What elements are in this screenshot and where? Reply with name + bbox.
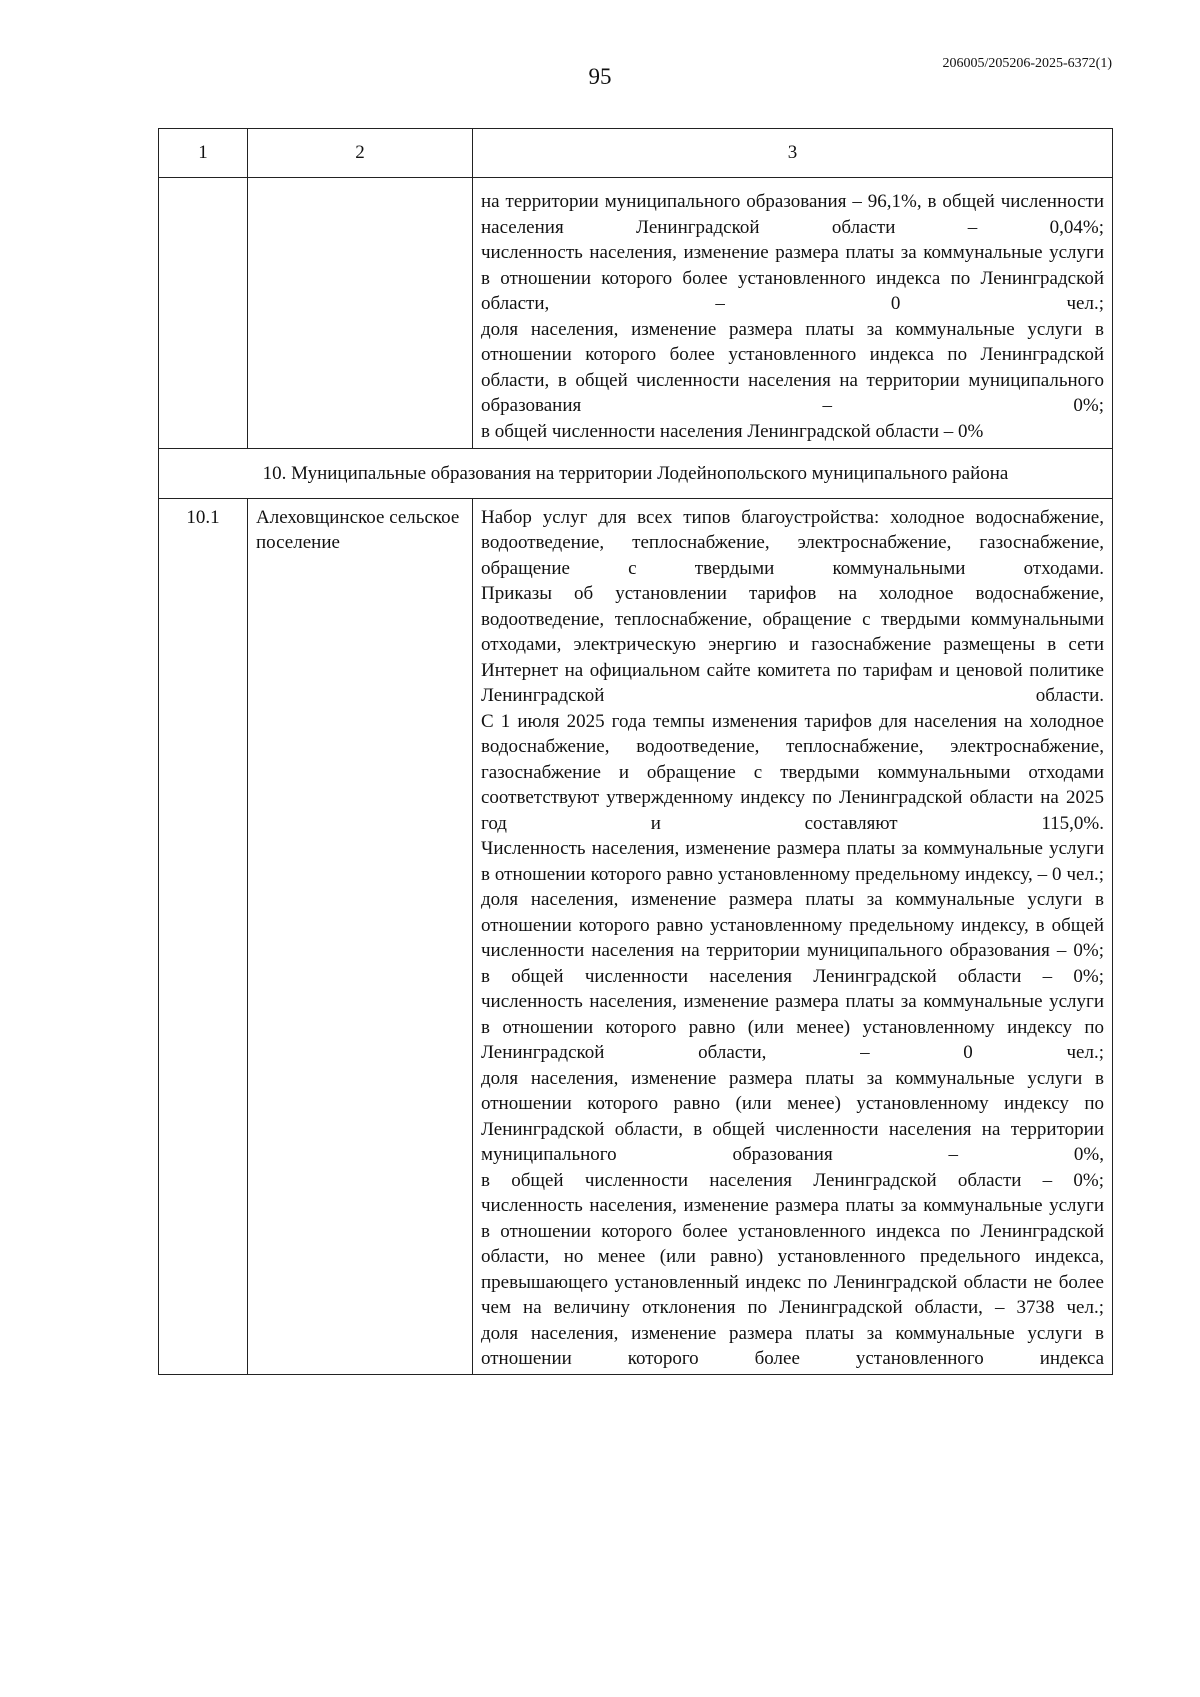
continuation-number-cell (159, 178, 248, 449)
tariff-table (158, 128, 1113, 1375)
content-paragraph: доля населения, изменение размера платы за коммунальные услуги в отношении которого равно (или менее) установленному индексу по Ленинградской области, в общей численности населения на территории муниципального образования – 0%, (481, 1067, 1104, 1165)
continuation-paragraph: доля населения, изменение размера платы за коммунальные услуги в отношении которого более установленного индекса по Ленинградской области, в общей численности населения на территории муниципального образования – 0%; (481, 318, 1104, 416)
content-paragraph: Приказы об установлении тарифов на холодное водоснабжение, водоотведение, теплоснабжение, обращение с твердыми коммунальными отходами, электрическую энергию и газоснабжение размещены в сети Интернет на официальном сайте комитета по тарифам и ценовой политике Ленинградской области. (481, 583, 1104, 706)
content-paragraph: С 1 июля 2025 года темпы изменения тарифов для населения на холодное водоснабжение, водоотведение, теплоснабжение, электроснабжение, газоснабжение и обращение с твердыми коммунальными отходами соответствуют утвержденному индексу по Ленинградской области на 2025 год и составляют 115,0%. (481, 710, 1104, 834)
content-paragraph: Численность населения, изменение размера платы за коммунальные услуги в отношении которого равно установленному предельному индексу, – 0 чел.; (481, 838, 1104, 885)
continuation-content-cell (473, 178, 1113, 449)
column-header-2: 2 (248, 129, 473, 178)
continuation-paragraph: численность населения, изменение размера платы за коммунальные услуги в отношении которого более установленного индекса по Ленинградской области, – 0 чел.; (481, 242, 1104, 314)
content-paragraph: в общей численности населения Ленинградской области – 0%; (481, 965, 1104, 987)
row-number: 10.1 (159, 498, 248, 1374)
content-paragraph: численность населения, изменение размера платы за коммунальные услуги в отношении которого равно (или менее) установленному индексу по Ленинградской области, – 0 чел.; (481, 991, 1104, 1063)
column-header-1: 1 (159, 129, 248, 178)
continuation-paragraph: в общей численности населения Ленинградской области – 0% (481, 420, 984, 442)
content-paragraph: в общей численности населения Ленинградской области – 0%; (481, 1169, 1104, 1191)
content-paragraph: численность населения, изменение размера платы за коммунальные услуги в отношении которого более установленного индекса по Ленинградской области, но менее (или равно) установленного предельного индекса, превышающего установленный индекс по Ленинградской области не более чем на величину отклонения по Ленинградской области, – 3738 чел.; (481, 1195, 1104, 1318)
municipality-name: Алеховщинское сельское поселение (248, 498, 473, 1374)
page-number: 95 (588, 64, 612, 89)
table-header-row (159, 129, 1113, 178)
table-row (159, 498, 1113, 1374)
content-paragraph: доля населения, изменение размера платы за коммунальные услуги в отношении которого равно установленному предельному индексу, в общей численности населения на территории муниципального образования – 0%; (481, 889, 1104, 961)
content-paragraph: доля населения, изменение размера платы за коммунальные услуги в отношении которого более установленного индекса (481, 1322, 1104, 1369)
section-title: 10. Муниципальные образования на территории Лодейнопольского муниципального района (159, 449, 1113, 499)
content-paragraph: Набор услуг для всех типов благоустройства: холодное водоснабжение, водоотведение, теплоснабжение, электроснабжение, газоснабжение, обращение с твердыми коммунальными отходами. (481, 506, 1104, 579)
continuation-paragraph: на территории муниципального образования – 96,1%, в общей численности населения Ленинградской области – 0,04%; (481, 191, 1104, 238)
row-content-cell (473, 498, 1113, 1374)
section-row (159, 449, 1113, 499)
document-id: 206005/205206-2025-6372(1) (942, 56, 1112, 71)
continuation-name-cell (248, 178, 473, 449)
column-header-3: 3 (473, 129, 1113, 178)
continuation-row (159, 178, 1113, 449)
